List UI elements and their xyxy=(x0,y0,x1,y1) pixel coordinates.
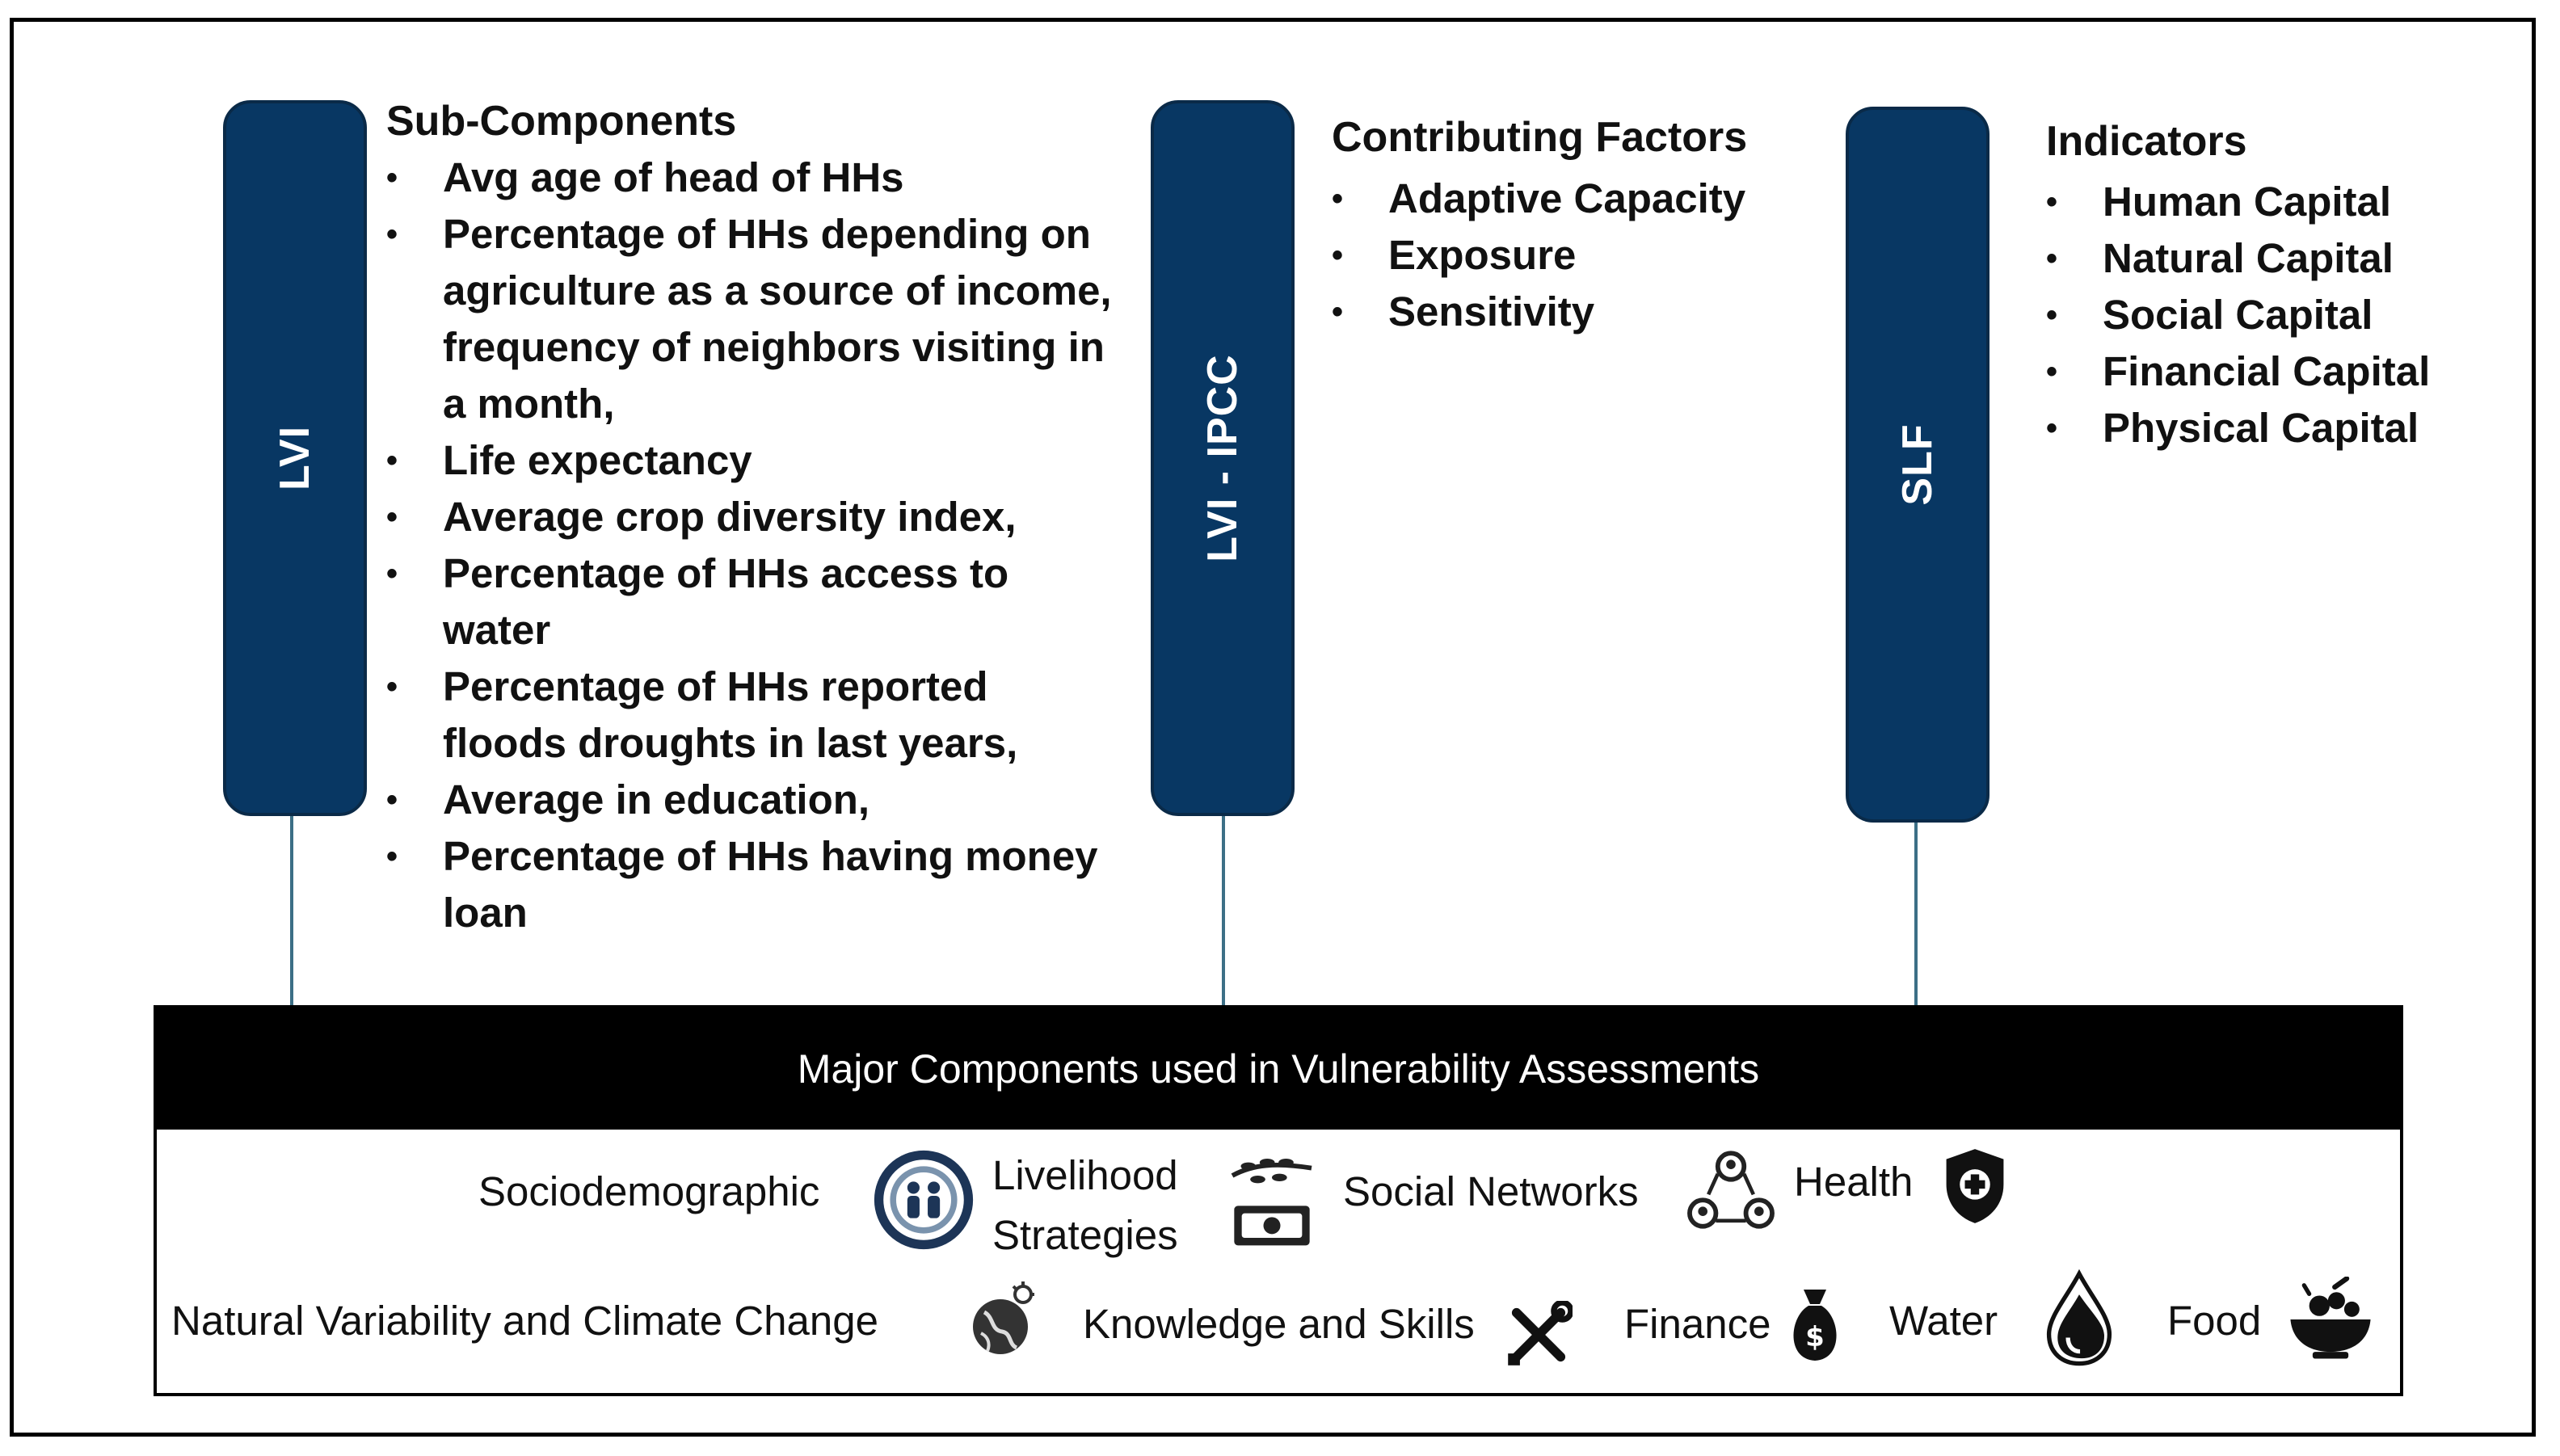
list-item: • Exposure xyxy=(1332,227,1897,284)
major-components-title-text: Major Components used in Vulnerability Assessments xyxy=(797,1046,1760,1092)
wheat-money-icon xyxy=(1223,1147,1320,1260)
network-people-icon xyxy=(1684,1144,1778,1241)
medical-shield-icon xyxy=(1941,1146,2009,1227)
food-bowl-icon xyxy=(2284,1277,2377,1362)
list-item: • Average crop diversity index, xyxy=(386,489,1114,545)
contributing-factors-list xyxy=(1332,170,1897,340)
slf-label: SLF xyxy=(1894,423,1941,506)
list-item: • Financial Capital xyxy=(2046,343,2499,400)
tools-icon xyxy=(1505,1301,1573,1369)
lvi-subcomponent-list xyxy=(386,149,1114,941)
component-livelihood-strategies xyxy=(992,1146,1219,1265)
component-social-networks: Social Networks xyxy=(1343,1168,1639,1214)
list-item: • Percentage of HHs access to water xyxy=(386,545,1114,659)
svg-text:$: $ xyxy=(1805,1321,1825,1353)
list-item: • Avg age of head of HHs xyxy=(386,149,1114,206)
list-item: • Percentage of HHs reported floods droughts in last years, xyxy=(386,659,1114,772)
money-bag-icon xyxy=(1783,1285,1847,1366)
lvi-heading: Sub-Components xyxy=(386,98,737,145)
livelihood-strategies-label: Livelihood Strategies xyxy=(992,1152,1178,1258)
people-circle-icon xyxy=(873,1149,975,1251)
lvi-ipcc-heading: Contributing Factors xyxy=(1332,114,1748,161)
component-sociodemographic: Sociodemographic xyxy=(478,1168,820,1214)
major-components-box xyxy=(154,1005,2403,1396)
lvi-ipcc-label: LVI - IPCC xyxy=(1199,354,1246,562)
indicators-list xyxy=(2046,174,2499,457)
lvi-ipcc-pill xyxy=(1151,100,1295,816)
list-item: • Physical Capital xyxy=(2046,400,2499,457)
slf-heading: Indicators xyxy=(2046,118,2247,165)
component-knowledge-skills: Knowledge and Skills xyxy=(1083,1301,1475,1347)
list-item: • Adaptive Capacity xyxy=(1332,170,1897,227)
lvi-pill xyxy=(223,100,367,816)
slf-pill xyxy=(1846,107,1989,823)
lvi-label: LVI xyxy=(272,425,318,491)
list-item: • Percentage of HHs depending on agriculture as a source of income, frequency of neighbors visiting in a month, xyxy=(386,206,1114,432)
list-item: • Sensitivity xyxy=(1332,284,1897,340)
globe-climate-icon xyxy=(966,1280,1039,1366)
list-item: • Percentage of HHs having money loan xyxy=(386,828,1114,941)
list-item: • Human Capital xyxy=(2046,174,2499,230)
lvi-ipcc-connector xyxy=(1222,810,1225,1005)
list-item: • Average in education, xyxy=(386,772,1114,828)
slf-connector xyxy=(1914,820,1918,1005)
list-item: • Natural Capital xyxy=(2046,230,2499,287)
component-water: Water xyxy=(1889,1298,1998,1344)
component-natural-variability: Natural Variability and Climate Change xyxy=(171,1298,878,1344)
major-components-title xyxy=(157,1008,2400,1130)
water-drop-icon xyxy=(2040,1269,2119,1369)
lvi-connector xyxy=(290,810,293,1005)
list-item: • Social Capital xyxy=(2046,287,2499,343)
list-item: • Life expectancy xyxy=(386,432,1114,489)
component-food: Food xyxy=(2167,1298,2262,1344)
component-health: Health xyxy=(1794,1159,1914,1205)
component-finance: Finance xyxy=(1624,1301,1771,1347)
